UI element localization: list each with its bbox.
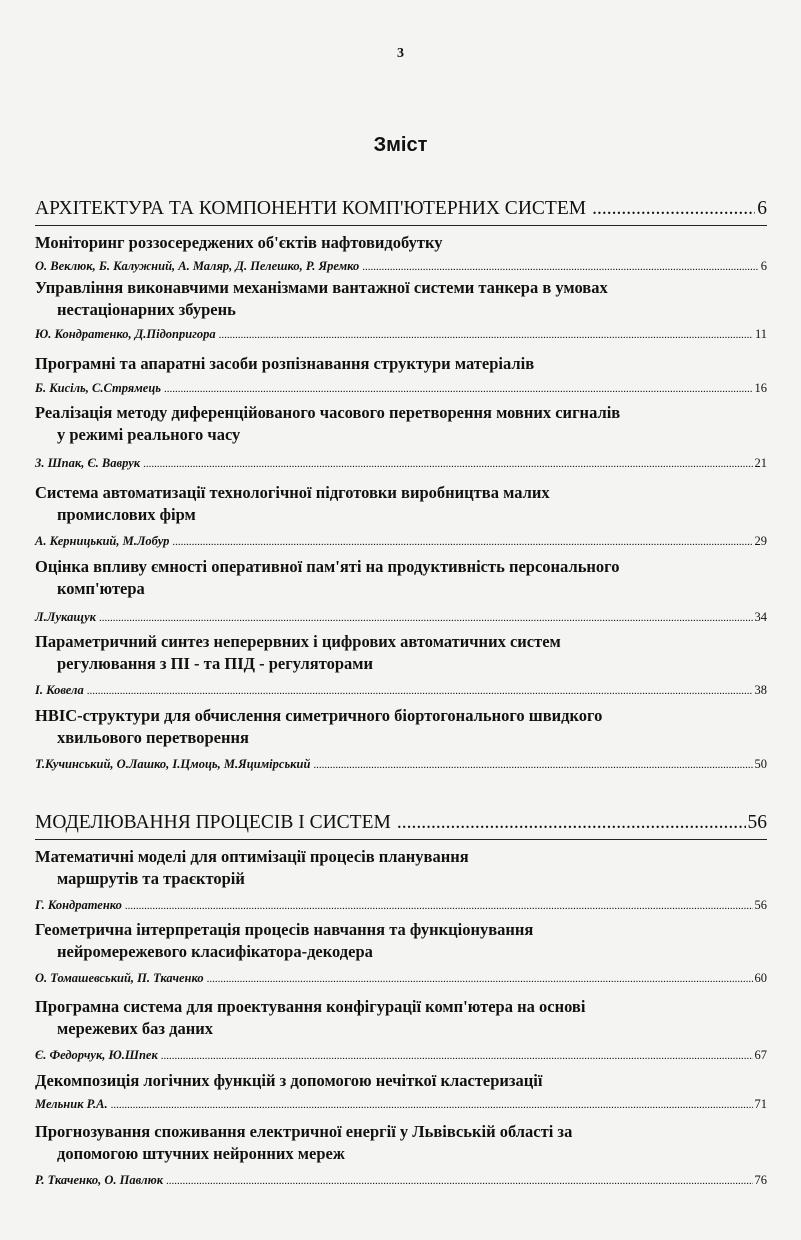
entry-authors: О. Веклюк, Б. Калужний, А. Маляр, Д. Пелешко, Р. Яремко (35, 259, 360, 273)
entry-authors: Є. Федорчук, Ю.Шпек (35, 1048, 158, 1062)
entry-title: Моніторинг роззосереджених об'єктів нафтовидобутку (35, 233, 443, 252)
entry-title: Прогнозування споживання електричної енергії у Львівській області за допомогою штучних нейронних мереж (35, 1122, 573, 1163)
entry-authors-line (35, 682, 767, 699)
dot-leader (111, 1097, 753, 1113)
entry-authors: Мельник Р.А. (35, 1097, 108, 1111)
entry-page: 11 (754, 327, 767, 341)
dot-leader (161, 1048, 753, 1064)
entry-authors-line (35, 609, 767, 626)
entry-authors-line (35, 533, 767, 550)
entry-authors-line (35, 1096, 767, 1113)
section-heading (35, 811, 767, 835)
entry-authors: Г. Кондратенко (35, 898, 122, 912)
dot-leader (313, 757, 752, 773)
entry-title: Управління виконавчими механізмами вантажної системи танкера в умовах нестаціонарних збурень (35, 278, 608, 319)
entry-authors: О. Томашевський, П. Ткаченко (35, 971, 204, 985)
entry-page: 16 (754, 381, 767, 395)
entry-title: Геометрична інтерпретація процесів навчання та функціонування нейромережевого класифікатора-декодера (35, 920, 534, 961)
entry-authors: Л.Лукащук (35, 610, 97, 624)
page-number: 3 (397, 46, 404, 61)
entry-authors-line (35, 970, 767, 987)
entry-authors-line (35, 380, 767, 397)
section-rule (35, 839, 767, 840)
entry-title: Програмні та апаратні засоби розпізнавання структури матеріалів (35, 354, 535, 373)
entry-authors-line (35, 897, 767, 914)
entry-authors-line (35, 1047, 767, 1064)
toc-title: Зміст (373, 134, 428, 156)
entry-page: 56 (754, 898, 767, 912)
dot-leader (166, 1173, 752, 1189)
entry-title: Параметричний синтез неперервних і цифрових автоматичних систем регулювання з ПІ - та ПІД - регуляторами (35, 632, 561, 673)
entry-authors-line (35, 1172, 767, 1189)
dot-leader (164, 381, 752, 397)
entry-page: 38 (754, 683, 767, 697)
entry-page: 50 (754, 757, 767, 771)
dot-leader (207, 971, 753, 987)
dot-leader (397, 811, 746, 835)
entry-title: Оцінка впливу ємності оперативної пам'яті на продуктивність персонального комп'ютера (35, 557, 620, 598)
dot-leader (219, 327, 753, 343)
entry-authors: А. Керницький, М.Лобур (35, 534, 170, 548)
entry-title: Програмна система для проектування конфігурації комп'ютера на основі мережевих баз даних (35, 997, 586, 1038)
entry-title: НВІС-структури для обчислення симетричного біортогонального швидкого хвильового перетворення (35, 706, 603, 747)
entry-authors-line (35, 326, 767, 343)
entry-authors: Ю. Кондратенко, Д.Підопригора (35, 327, 216, 341)
dot-leader (99, 610, 752, 626)
entry-page: 29 (754, 534, 767, 548)
entry-page: 76 (754, 1173, 767, 1187)
section-title: МОДЕЛЮВАННЯ ПРОЦЕСІВ І СИСТЕМ (35, 812, 391, 833)
section-rule (35, 225, 767, 226)
entry-page: 60 (754, 971, 767, 985)
entry-page: 67 (754, 1048, 767, 1062)
entry-title: Математичні моделі для оптимізації процесів планування маршрутів та траєкторій (35, 847, 469, 888)
entry-authors-line (35, 756, 767, 773)
dot-leader (125, 898, 753, 914)
entry-authors: Р. Ткаченко, О. Павлюк (35, 1173, 164, 1187)
entry-page: 34 (754, 610, 767, 624)
entry-authors-line (35, 455, 767, 472)
section-page: 6 (757, 198, 767, 219)
dot-leader (592, 197, 755, 221)
dot-leader (143, 456, 752, 472)
entry-authors: І. Ковела (35, 683, 84, 697)
dot-leader (172, 534, 752, 550)
entry-authors: З. Шпак, Є. Ваврук (35, 456, 141, 470)
entry-authors: Б. Кисіль, С.Стрямець (35, 381, 162, 395)
section-page: 56 (747, 812, 767, 833)
entry-authors-line (35, 258, 767, 275)
entry-page: 6 (760, 259, 767, 273)
entry-page: 21 (754, 456, 767, 470)
entry-page: 71 (754, 1097, 767, 1111)
entry-title: Декомпозиція логічних функцій з допомогою нечіткої кластеризації (35, 1071, 543, 1090)
dot-leader (362, 259, 758, 275)
dot-leader (87, 683, 753, 699)
section-title: АРХІТЕКТУРА ТА КОМПОНЕНТИ КОМП'ЮТЕРНИХ СИСТЕМ (35, 198, 587, 219)
section-heading (35, 197, 767, 221)
entry-authors: Т.Кучинський, О.Лашко, І.Цмоць, М.Яцимірський (35, 757, 311, 771)
entry-title: Реалізація методу диференційованого часового перетворення мовних сигналів у режимі реального часу (35, 403, 621, 444)
entry-title: Система автоматизації технологічної підготовки виробництва малих промислових фірм (35, 483, 550, 524)
